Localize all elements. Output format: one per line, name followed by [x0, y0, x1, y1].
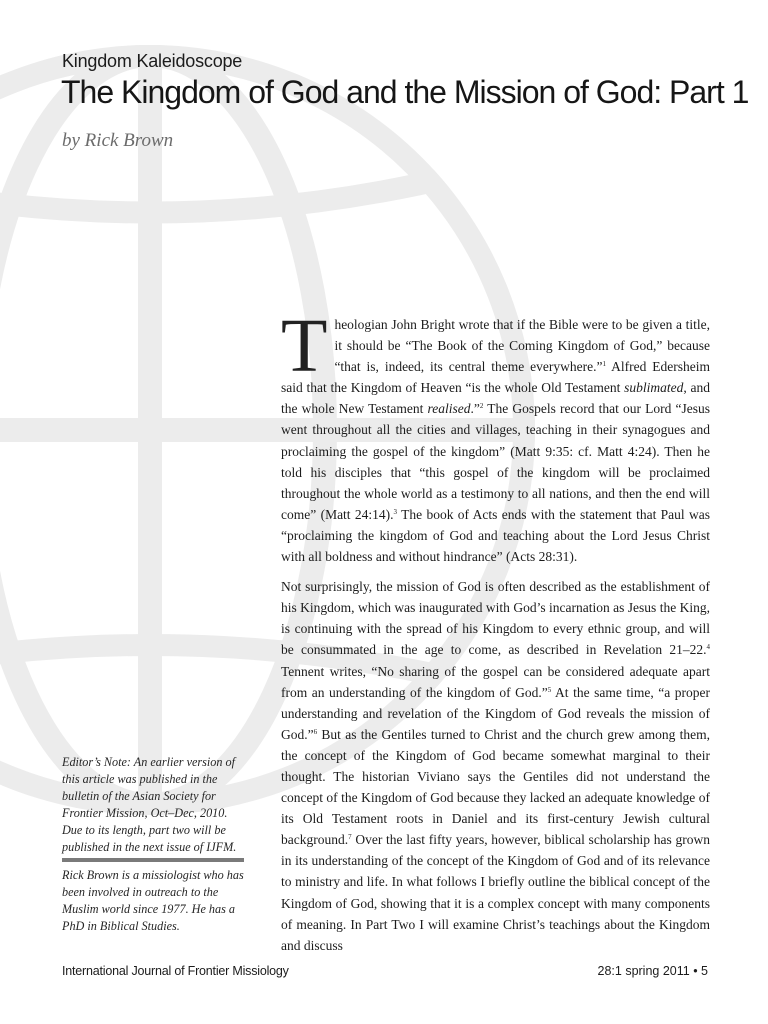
text-run: Tennent writes, “No sharing of the gospel can be considered adequate apart from an understanding of the kingdom of God.” — [281, 663, 710, 700]
footnote-ref: 7 — [348, 833, 352, 842]
text-run: .” — [470, 401, 480, 417]
paragraph-1-content — [281, 304, 711, 565]
article-body — [281, 304, 711, 956]
drop-cap: T — [281, 304, 328, 388]
footer-journal-name: International Journal of Frontier Missiology — [62, 964, 289, 978]
text-run: heologian John Bright wrote that if the Bible were to be given a title, it should be “The Book of the Coming Kingdom of God,” because “that is, indeed, its central theme everywhere.” — [334, 317, 710, 375]
text-run: Over the last fifty years, however, biblical scholarship has grown in its understanding of the concept of the Kingdom of God and of its relevance to ministry and life. In what follows I briefly outline the biblical concept of the Kingdom of God, showing that it is a complex concept with many components of meaning. In Part Two I will examine Christ’s teachings about the Kingdom and discuss — [281, 832, 710, 953]
text-run: The Gospels record that our Lord “Jesus went throughout all the cities and villages, teaching in their synagogues and proclaiming the gospel of the kingdom” (Matt 9:35: cf. Matt 4:24). Then he told his disciples that “this gospel of the kingdom will be proclaimed throughout the whole world as a testimony to all nations, and then the end will come” (Matt 24:14). — [281, 401, 710, 522]
footnote-ref: 6 — [313, 727, 318, 736]
text-run: The book of Acts ends with the statement that Paul was “proclaiming the kingdom of God and teaching about the Lord Jesus Christ with all boldness and without hindrance” (Acts 28:31). — [281, 506, 711, 565]
italic-term: realised — [427, 401, 471, 417]
text-run: At the same time, “a proper understanding and revelation of the Kingdom of God reveals the mission of God.” — [281, 684, 710, 742]
footnote-ref: 1 — [602, 360, 606, 369]
section-label: Kingdom Kaleidoscope — [62, 51, 243, 71]
footer-issue-page: 28:1 spring 2011 • 5 — [597, 964, 708, 978]
editors-note: Editor’s Note: An earlier version of this article was published in the bulletin of the Asian Society for Frontier Mission, Oct–Dec, 2010. Due to its length, part two will be published in the next issue of IJFM. — [62, 755, 237, 854]
text-run: Not surprisingly, the mission of God is often described as the establishment of his Kingdom, which was inaugurated with God’s incarnation as Jesus the King, is continuing with the spread of his Kingdom to every ethnic group, and will be consummated in the age to come, as described in Revelation 21–22. — [281, 579, 710, 658]
footnote-ref: 5 — [547, 685, 552, 694]
text-run: But as the Gentiles turned to Christ and the church grew among them, the concept of the Kingdom of God became somewhat marginal to their thought. The historian Viviano says the Gentiles did not understand the concept of the Kingdom of God because they lacked an adequate knowledge of its Old Testament roots in Daniel and its first-century Jewish cultural background. — [281, 726, 710, 848]
body-paragraph-1 — [281, 304, 711, 567]
body-paragraph-2 — [281, 576, 710, 956]
text-run: , and the whole New Testament — [281, 380, 710, 417]
article-title: The Kingdom of God and the Mission of God: Part 1 — [61, 74, 749, 110]
text-run: Alfred Edersheim said that the Kingdom of Heaven “is the whole Old Testament — [281, 359, 710, 396]
footnote-ref: 3 — [393, 507, 398, 516]
author-bio: Rick Brown is a missiologist who has been involved in outreach to the Muslim world since 1977. He has a PhD in Biblical Studies. — [62, 868, 244, 933]
footnote-ref: 2 — [479, 402, 484, 411]
sidebar-divider — [62, 858, 244, 862]
footnote-ref: 4 — [706, 643, 710, 652]
italic-term: sublimated — [624, 380, 684, 396]
byline: by Rick Brown — [62, 130, 174, 151]
